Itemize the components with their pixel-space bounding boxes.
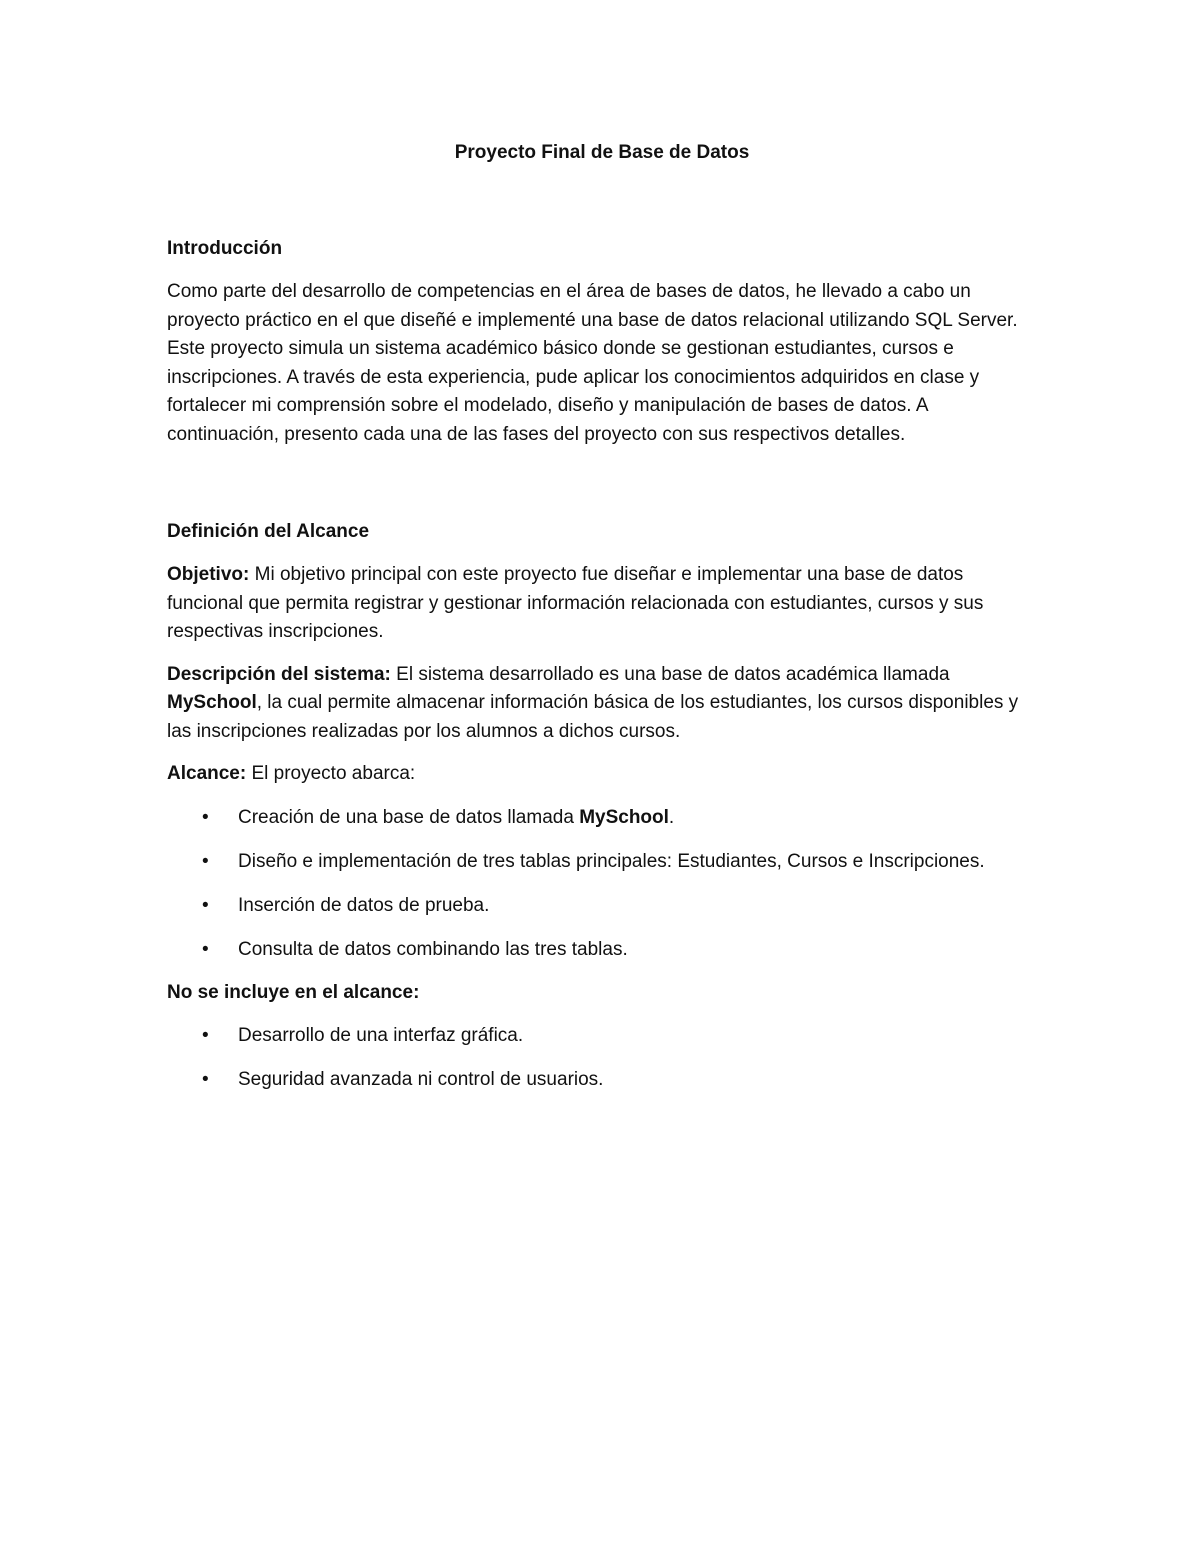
document-title: Proyecto Final de Base de Datos — [454, 142, 750, 163]
bullet-icon: • — [202, 806, 209, 828]
list-item-text: Consulta de datos combinando las tres tablas. — [238, 938, 628, 960]
list-item-after: . — [668, 806, 675, 828]
scope-text: El proyecto abarca: — [246, 763, 416, 784]
bullet-icon: • — [202, 850, 209, 872]
list-item-text: Inserción de datos de prueba. — [238, 894, 490, 916]
bullet-icon: • — [202, 938, 209, 960]
list-item-bold: MySchool — [579, 806, 669, 828]
list-item — [167, 935, 1037, 964]
document-page — [167, 140, 1037, 1109]
bullet-icon: • — [202, 894, 209, 916]
excluded-list — [167, 1021, 1037, 1094]
objective-paragraph — [167, 561, 1037, 647]
objective-text: Mi objetivo principal con este proyecto fue diseñar e implementar una base de datos funcional que permita registrar y gestionar información relacionada con estudiantes, cursos y sus respectivas inscripciones. — [167, 564, 984, 642]
excluded-label: No se incluye en el alcance: — [167, 981, 420, 1003]
scope-heading: Definición del Alcance — [167, 521, 370, 542]
description-label: Descripción del sistema: — [167, 663, 391, 685]
included-list — [167, 803, 1037, 964]
objective-label: Objetivo: — [167, 564, 250, 585]
list-item-text: Creación de una base de datos llamada — [238, 806, 580, 828]
scope-label: Alcance: — [167, 763, 247, 784]
description-text-2: , la cual permite almacenar información básica de los estudiantes, los cursos disponibles y las inscripciones realizadas por los alumnos a dichos cursos. — [167, 692, 1019, 742]
list-item — [167, 847, 1037, 876]
list-item — [167, 1065, 1037, 1094]
scope-paragraph — [167, 760, 1037, 789]
excluded-paragraph — [167, 979, 1037, 1008]
bullet-icon: • — [202, 1069, 209, 1090]
bullet-icon: • — [202, 1025, 209, 1046]
description-text-1: El sistema desarrollado es una base de datos académica llamada — [390, 663, 950, 685]
intro-paragraph: Como parte del desarrollo de competencias en el área de bases de datos, he llevado a cabo un proyecto práctico en el que diseñé e implementé una base de datos relacional utilizando SQL Server. Este proyecto simula un sistema académico básico donde se gestionan estudiantes, cursos e inscripciones. A través de esta experiencia, pude aplicar los conocimientos adquiridos en clase y fortalecer mi comprensión sobre el modelado, diseño y manipulación de bases de datos. A continuación, presento cada una de las fases del proyecto con sus respectivos detalles. — [167, 281, 1018, 445]
list-item-text: Desarrollo de una interfaz gráfica. — [238, 1025, 524, 1046]
list-item — [167, 891, 1037, 920]
list-item-text: Diseño e implementación de tres tablas principales: Estudiantes, Cursos e Inscripciones. — [238, 850, 985, 872]
list-item — [167, 1021, 1037, 1050]
description-name: MySchool — [167, 692, 257, 713]
list-item-text: Seguridad avanzada ni control de usuarios. — [238, 1069, 604, 1090]
intro-heading: Introducción — [167, 238, 283, 259]
list-item — [167, 803, 1037, 832]
description-paragraph — [167, 661, 1037, 747]
